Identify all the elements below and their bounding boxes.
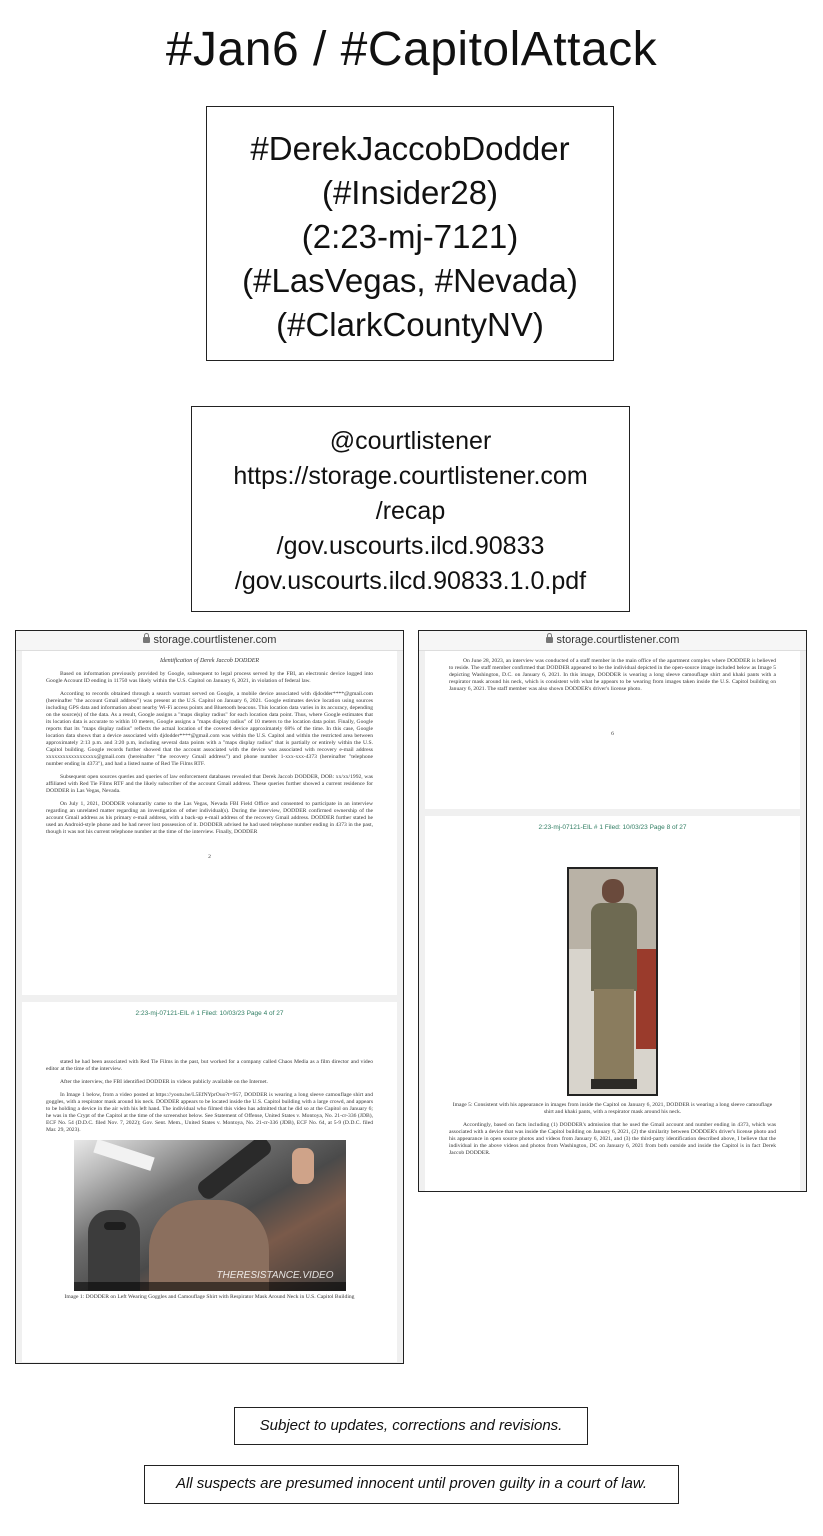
left-document-screenshot [15, 630, 404, 1364]
document-page [425, 651, 800, 809]
document-page [425, 816, 800, 1192]
url-text: storage.courtlistener.com [556, 634, 680, 646]
case-info-box [206, 106, 614, 361]
browser-url-bar[interactable] [419, 631, 806, 651]
url-text: storage.courtlistener.com [153, 634, 277, 646]
browser-url-bar[interactable] [16, 631, 403, 651]
right-document-screenshot [418, 630, 807, 1192]
source-url-path-2: /gov.uscourts.ilcd.90833 [276, 532, 545, 560]
filing-header: 2:23-mj-07121-EIL # 1 Filed: 10/03/23 Page 4 of 27 [135, 1010, 284, 1017]
suspect-photo [567, 867, 658, 1096]
video-still-image [74, 1140, 346, 1291]
source-handle: @courtlistener [329, 427, 492, 455]
source-info-box [191, 406, 630, 612]
county-tag: (#ClarkCountyNV) [276, 306, 544, 343]
case-number: (2:23-mj-7121) [301, 218, 519, 255]
location-tag: (#LasVegas, #Nevada) [242, 262, 578, 299]
section-heading: Identification of Derek Jaccob DODDER [159, 658, 260, 664]
lock-icon [546, 637, 553, 643]
page-title: #Jan6 / #CapitolAttack [165, 23, 658, 76]
paragraph: On July 1, 2021, DODDER voluntarily came to the Las Vegas, Nevada FBI Field Office and consented to participate in an interview regarding an unrelated matter regarding an investigation of other individual(s). During the interview, DODDER confirmed ownership of the account Gmail address as his primary e-mail address, with a back-up e-mail address of the recovery Gmail address. DODDER further stated he used an Android-style phone and he had never lost possession of it. DODDER advised he had used telephone number ending in 4373 in the past, though it was not his current telephone number at the time of the interview. Finally, DODDER [46, 801, 373, 835]
image-caption: Image 1: DODDER on Left Wearing Goggles and Camouflage Shirt with Respirator Mask Around Neck in U.S. Capitol Building [64, 1294, 355, 1300]
insider-tag: (#Insider28) [321, 174, 499, 211]
paragraph: In Image 1 below, from a video posted at https://youtu.be/L5EfNYprOuo?t=957, DODDER is wearing a long sleeve camouflage shirt and goggles, with a respirator mask around his neck. DODDER appears to be located inside the U.S. Capitol building with a large crowd, and appears to be holding a device in the air with his left hand. The individual who filmed this video has admitted that he did so at the Capitol on January 6; he was in the Crypt of the Capitol at the time of the screenshot below. See Statement of Offense, United States v. Montoya, No. 21-cr-336 (JDB), ECF No. 54 (D.D.C. filed Nov. 7, 2022); Gov. Sent. Mem., United States v. Montoya, No. 21-cr-336 (JDB), ECF No. 64, at 5-9 (D.D.C. filed Mar. 29, 2023). [46, 1092, 373, 1133]
updates-disclaimer: Subject to updates, corrections and revisions. [234, 1407, 588, 1445]
paragraph: Subsequent open sources queries and queries of law enforcement databases revealed that Derek Jaccob DODDER, DOB: xx/xx/1992, was affiliated with Red Tie Films RTF and the likely subscriber of the account Gmail address. These queries further showed a current residence for DODDER in Las Vegas, Nevada. [46, 774, 373, 794]
page-number: 6 [611, 731, 614, 737]
innocence-disclaimer: All suspects are presumed innocent until proven guilty in a court of law. [144, 1465, 679, 1504]
video-controls [74, 1282, 346, 1291]
filing-header: 2:23-mj-07121-EIL # 1 Filed: 10/03/23 Page 8 of 27 [538, 824, 687, 831]
source-url-host: https://storage.courtlistener.com [233, 462, 588, 490]
lock-icon [143, 637, 150, 643]
paragraph: After the interview, the FBI identified DODDER in videos publicly available on the Internet. [60, 1079, 268, 1085]
source-url-path-1: /recap [375, 497, 446, 525]
source-url-path-3: /gov.uscourts.ilcd.90833.1.0.pdf [234, 567, 587, 595]
suspect-hashtag: #DerekJaccobDodder [250, 130, 570, 167]
video-watermark: THERESISTANCE.VIDEO [216, 1270, 334, 1281]
paragraph: stated he had been associated with Red Tie Films in the past, but worked for a company called Chaos Media as a film director and video editor at the time of the interview. [46, 1059, 373, 1072]
page-number: 2 [208, 854, 211, 860]
paragraph: On June 28, 2023, an interview was conducted of a staff member in the main office of the apartment complex where DODDER is believed to reside. The staff member confirmed that DODDER appeared to be the individual depicted in the open-source image included below as Image 5 depicting Washington, D.C. on January 6, 2021. In this image, DODDER is wearing a long sleeve camouflage shirt and khaki pants with a respirator mask around his neck, which is consistent with what he appears to be wearing from images taken inside the U.S. Capitol building on January 6, 2021. The staff member was also shown DODDER's driver's license photo. [449, 658, 776, 692]
document-page [22, 651, 397, 995]
image-caption: Image 5: Consistent with his appearance in images from inside the Capitol on January 6, 2021, DODDER is wearing a long sleeve camouflage shirt and khaki pants, with a respirator mask around his neck. [452, 1102, 773, 1115]
paragraph: Accordingly, based on facts including (1) DODDER's admission that he used the Gmail account and number ending in 4373, which was associated with a device that was inside the Capitol building on January 6, 2021, (2) the similarity between DODDER's driver's license photo and his appearance in open source photos and videos from January 6, 2021, and (3) the third-party identification described above, I believe that the individual in the above videos and photos from Washington, DC on January 6, 2021 from both outside and inside the Capitol is in fact Derek Jaccob DODDER. [449, 1122, 776, 1156]
paragraph: According to records obtained through a search warrant served on Google, a mobile device associated with djdodder****@gmail.com (hereinafter "the account Gmail address") was present at the U.S. Capitol on January 6, 2021. Google estimates device location using sources including GPS data and information about nearby Wi-Fi access points and Bluetooth beacons. This location data varies in its accuracy, depending on the source(s) of the data. As a result, Google assigns a "maps display radius" for each location data point. Thus, where Google estimates that its location data is accurate to within 10 meters, Google assigns a "maps display radius" of 10 meters to the location data point. Finally, Google reports that its "maps display radius" reflects the actual location of the covered device approximately 68% of the time. In this case, Google location data shows that a device associated with djdodder****@gmail.com was within the U.S. Capitol and within the restricted area between approximately 2:13 p.m. and 3:20 p.m, including several data points with a "maps display radius" that is partially or entirely within the U.S. Capitol building. Google records further showed that the account associated with the device was associated with recovery e-mail address xxxxxxxxxxxxxxxxxx@gmail.com (hereinafter "the recovery Gmail address") and phone number 1-xxx-xxx-4373 (hereinafter "telephone number ending in 4373"), and had a listed name of Red Tie Films RTF. [46, 691, 373, 767]
paragraph: Based on information previously provided by Google, subsequent to legal process served by the FBI, an electronic device logged into Google Account ID ending in 11750 was likely within the U.S. Capitol on January 6, 2021, in violation of federal law. [46, 671, 373, 684]
document-page [22, 1002, 397, 1362]
